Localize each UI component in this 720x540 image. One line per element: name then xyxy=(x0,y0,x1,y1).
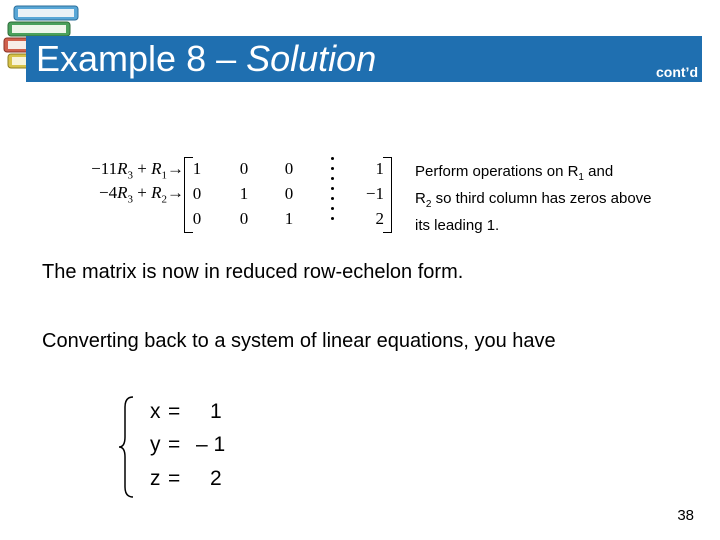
eq-var: z xyxy=(150,467,161,490)
paragraph-converting: Converting back to a system of linear equations, you have xyxy=(42,330,556,352)
title-italic: Solution xyxy=(246,38,377,79)
eq-sign: = xyxy=(168,467,181,490)
matrix-cell: 0 xyxy=(192,209,202,228)
system-brace xyxy=(117,395,137,499)
paragraph-reduced-form: The matrix is now in reduced row-echelon form. xyxy=(42,261,464,283)
eq-value: 1 xyxy=(210,400,222,423)
eq-sign: = xyxy=(168,433,181,456)
matrix-cell: 2 xyxy=(375,209,384,228)
augment-divider xyxy=(327,157,337,231)
continued-label: cont’d xyxy=(656,64,698,80)
title-main: Example 8 – xyxy=(36,38,247,79)
matrix-cell: 1 xyxy=(284,209,294,228)
matrix-cell: 0 xyxy=(192,184,202,203)
eq-value: – 1 xyxy=(196,433,226,456)
eq-var: y xyxy=(150,433,161,456)
eq-var: x xyxy=(150,400,161,423)
matrix-cell: 0 xyxy=(284,184,294,203)
row-op-1: $-11R_3 + R_1\to$ xyxy=(91,159,184,182)
matrix-cell: 0 xyxy=(239,159,249,178)
matrix-cell: 0 xyxy=(239,209,249,228)
row-op-2: $-4R_3 + R_2\to$ xyxy=(99,183,184,206)
page-number: 38 xyxy=(677,507,694,524)
eq-sign: = xyxy=(168,400,181,423)
matrix-right-bracket xyxy=(383,157,392,233)
eq-value: 2 xyxy=(210,467,222,490)
matrix-cell: 0 xyxy=(284,159,294,178)
matrix-cell: 1 xyxy=(375,159,384,178)
slide-title xyxy=(36,36,376,82)
matrix-cell: 1 xyxy=(192,159,202,178)
side-note: Perform operations on $R_1$ and $R_2$ so third column has zeros above its leading 1. xyxy=(415,163,652,234)
matrix-cell: −1 xyxy=(365,184,384,203)
matrix-cell: 1 xyxy=(239,184,249,203)
